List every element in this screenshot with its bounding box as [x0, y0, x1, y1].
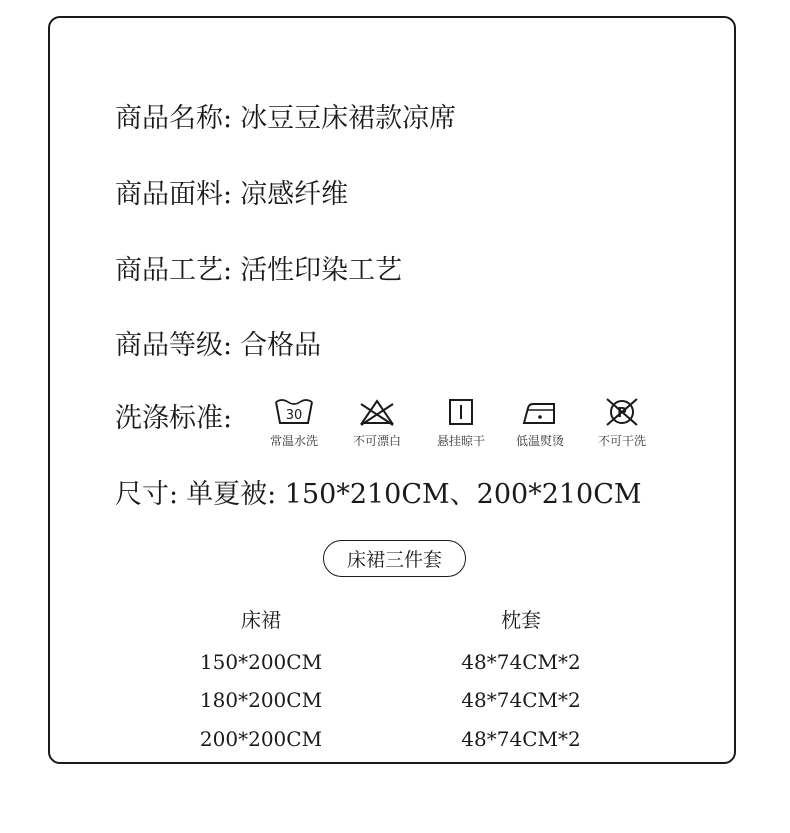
process-label: 商品工艺:	[115, 255, 233, 286]
size-value: 单夏被: 150*210CM、200*210CM	[186, 479, 642, 510]
care-item-dry	[437, 396, 485, 449]
column-header-bed-skirt: 床裙	[241, 608, 281, 632]
care-caption-dryclean: 不可干洗	[598, 434, 647, 448]
grade-row	[115, 323, 321, 362]
care-caption-bleach: 不可漂白	[353, 434, 402, 448]
table-cell: 150*200CM	[199, 650, 323, 674]
fabric-value: 凉感纤维	[240, 179, 349, 210]
wash-standard-label: 洗涤标准:	[115, 403, 233, 434]
fabric-row	[115, 172, 348, 211]
care-item-dryclean	[598, 396, 646, 449]
product-name-value: 冰豆豆床裙款凉席	[240, 103, 457, 134]
wash-temperature-text: 30	[285, 408, 303, 423]
hang-dry-icon	[440, 396, 482, 428]
no-bleach-icon	[356, 396, 398, 428]
product-name-row	[115, 96, 456, 135]
wash-30-icon	[273, 396, 315, 428]
care-caption-dry: 悬挂晾干	[437, 434, 486, 448]
care-caption-iron: 低温熨烫	[516, 434, 565, 448]
size-label: 尺寸:	[115, 479, 179, 510]
product-name-label: 商品名称:	[115, 103, 233, 134]
table-cell: 180*200CM	[199, 688, 323, 712]
process-row	[115, 248, 402, 287]
dry-clean-letter: P	[617, 406, 627, 421]
fabric-label: 商品面料:	[115, 179, 233, 210]
grade-label: 商品等级:	[115, 330, 233, 361]
table-cell: 48*74CM*2	[461, 727, 581, 751]
column-header-pillowcase: 枕套	[501, 608, 541, 632]
table-cell: 200*200CM	[199, 727, 323, 751]
table-cell: 48*74CM*2	[461, 650, 581, 674]
size-row	[115, 472, 642, 511]
set-title-badge: 床裙三件套	[323, 540, 466, 577]
grade-value: 合格品	[240, 330, 322, 361]
care-item-bleach	[353, 396, 401, 449]
table-cell: 48*74CM*2	[461, 688, 581, 712]
care-item-wash	[270, 396, 318, 449]
care-item-iron	[516, 396, 564, 449]
no-dry-clean-icon	[601, 396, 643, 428]
care-caption-wash: 常温水洗	[270, 434, 319, 448]
process-value: 活性印染工艺	[240, 255, 403, 286]
low-iron-icon	[519, 396, 561, 428]
